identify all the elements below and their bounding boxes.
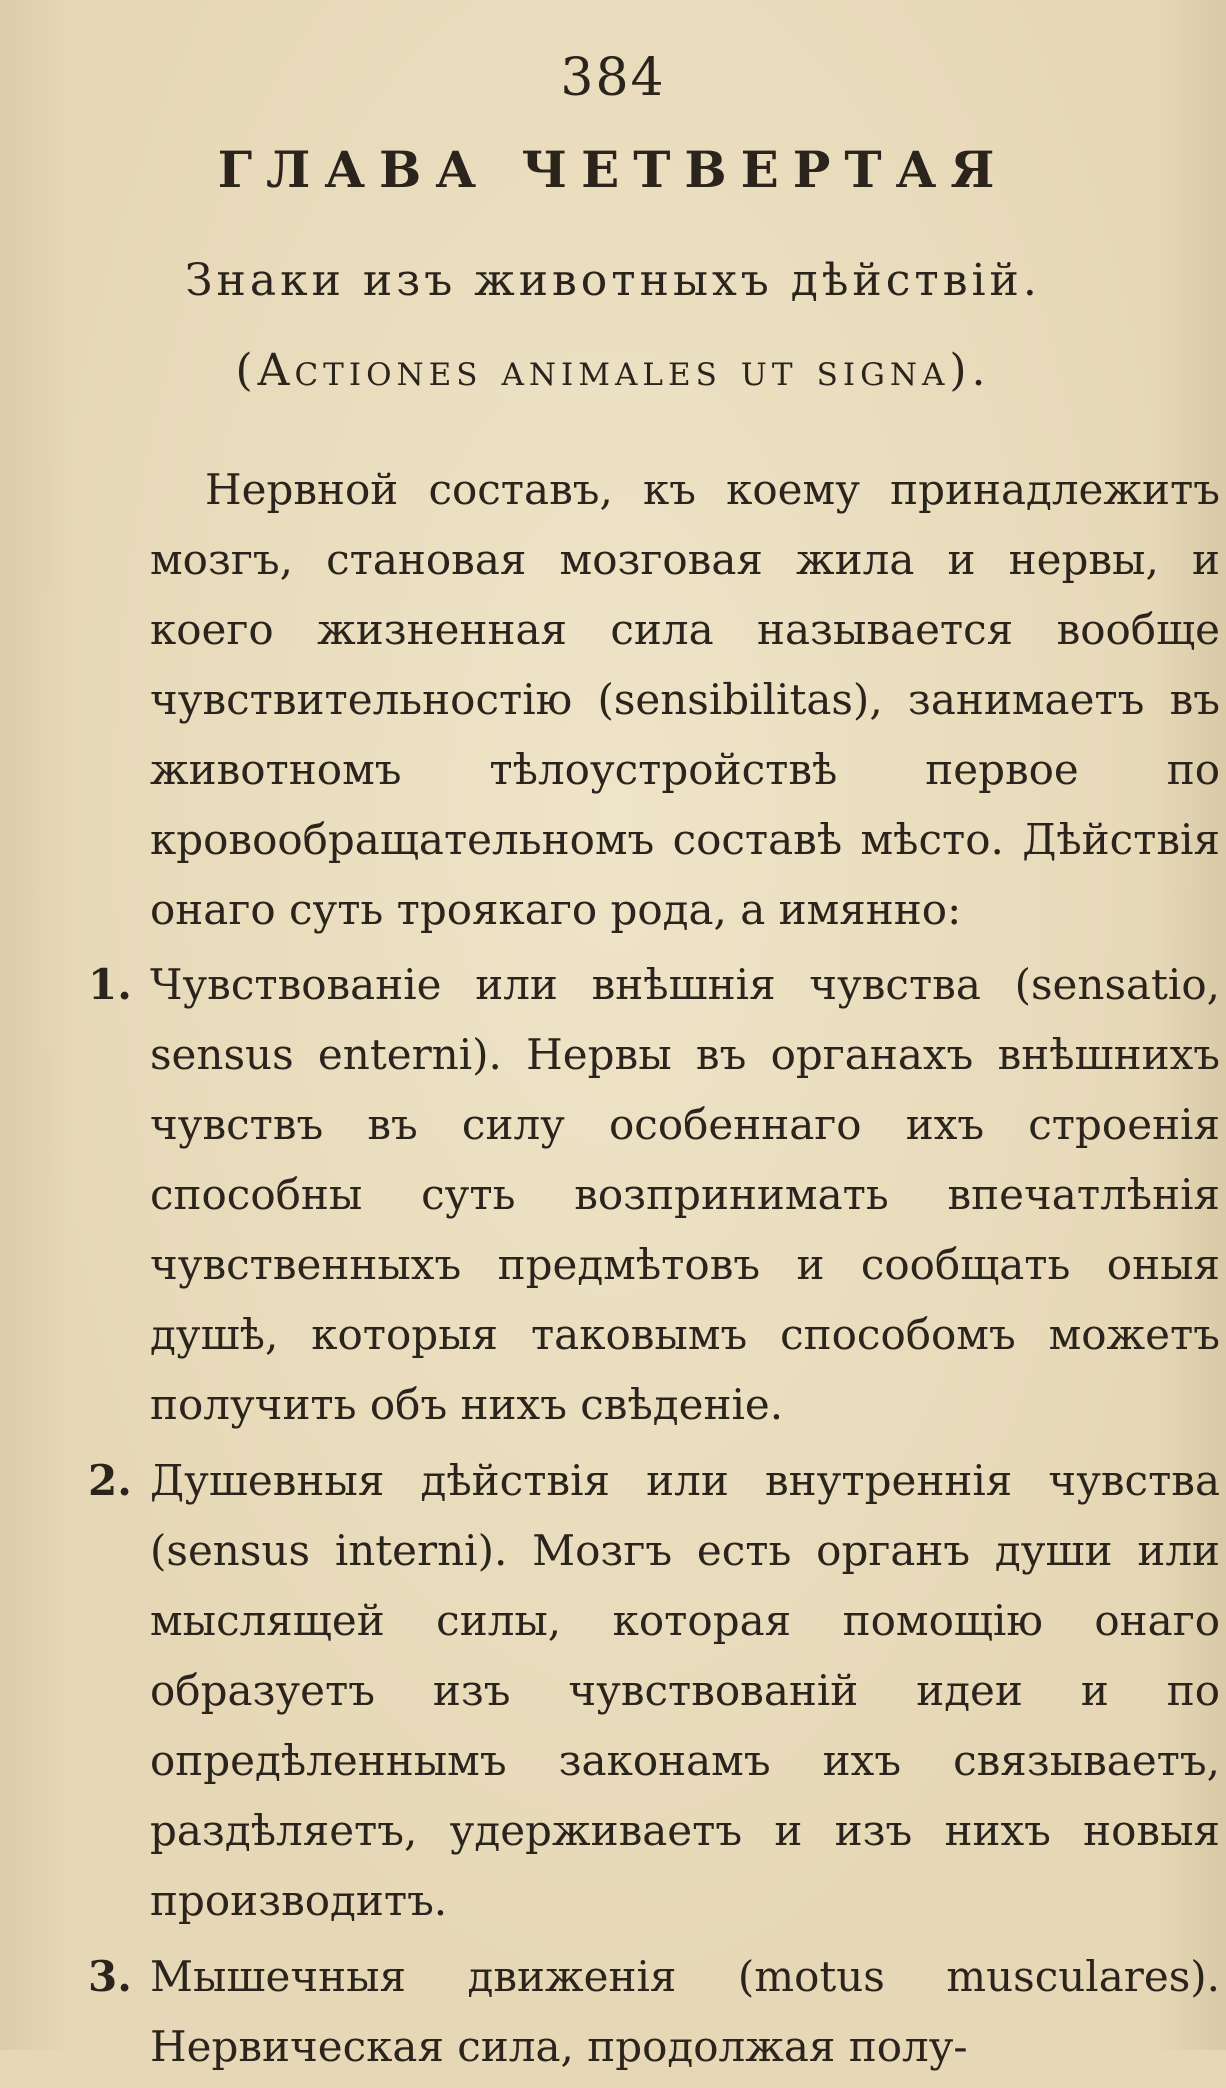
list-item-text: Чувствованіе или внѣшнія чувства (sensatio, sensus enterni). Нервы въ органахъ внѣшнихъ чувствъ въ силу особеннаго ихъ строенія способны суть возпринимать впечатлѣнія чувственныхъ предмѣтовъ и сообщать оныя душѣ, которыя таковымъ способомъ можетъ получить объ нихъ свѣденіе. <box>150 960 1220 1429</box>
list-item-number: 3. <box>88 1952 132 2001</box>
list-item-number: 1. <box>88 960 132 1009</box>
list-item-text: Душевныя дѣйствія или внутреннія чувства (sensus interni). Мозгъ есть органъ души или мыслящей силы, которая помощію онаго образуетъ изъ чувствованій идеи и по опредѣленнымъ законамъ ихъ связываетъ, раздѣляетъ, удерживаетъ и изъ нихъ новыя производитъ. <box>150 1456 1220 1925</box>
chapter-subtitle-russian: Знаки изъ животныхъ дѣйствій. <box>185 255 1041 306</box>
list-item-number: 2. <box>88 1456 132 1505</box>
page-number: 384 <box>560 48 666 108</box>
list-item-3 <box>88 1942 1220 2082</box>
body-text <box>88 455 1220 2088</box>
intro-paragraph: Нервной составъ, къ коему принадлежитъ мозгъ, становая мозговая жила и нервы, и коего жизненная сила называется вообще чувствительностію (sensibilitas), занимаетъ въ животномъ тѣлоустройствѣ первое по кровообращательномъ составѣ мѣсто. Дѣйствія онаго суть троякаго рода, а имянно: <box>150 465 1220 934</box>
list-item-2 <box>88 1446 1220 1936</box>
chapter-title: ГЛАВА ЧЕТВЕРТАЯ <box>217 140 1009 199</box>
list-item-1 <box>88 950 1220 1440</box>
chapter-subtitle-latin: (Actiones animales ut signa). <box>235 345 991 396</box>
list-item-text: Мышечныя движенія (motus musculares). Нервическая сила, продолжая полу- <box>150 1952 1220 2071</box>
